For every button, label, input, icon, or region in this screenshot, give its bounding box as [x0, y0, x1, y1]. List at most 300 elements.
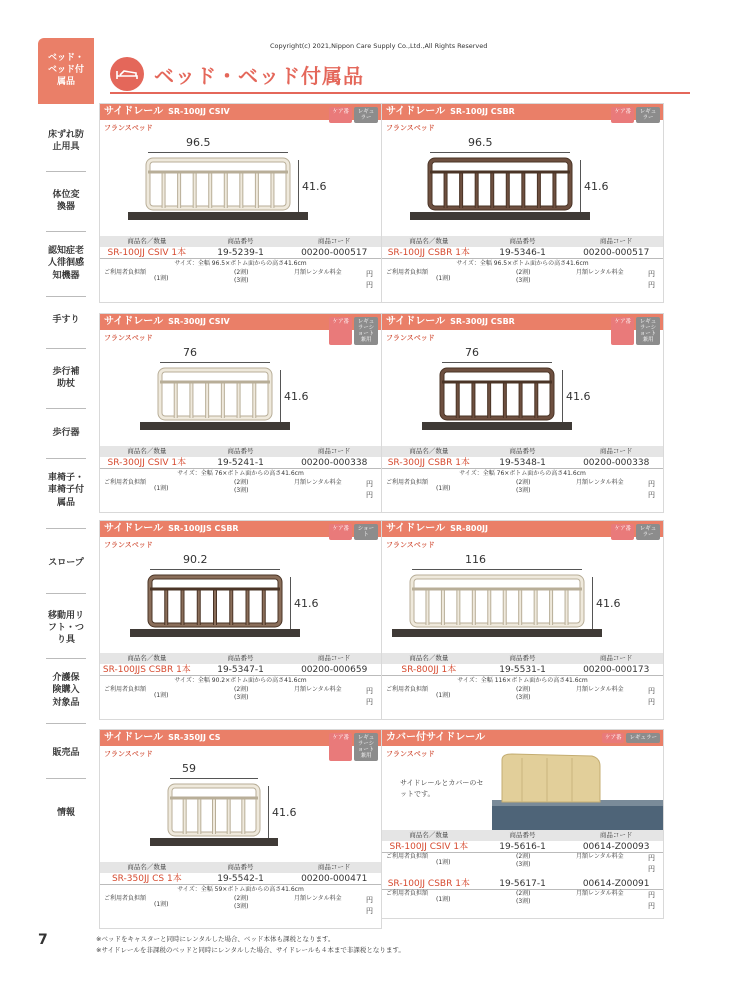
width-dimension-line — [412, 569, 582, 570]
side-rail-image — [382, 132, 663, 234]
category-sidebar — [38, 38, 94, 818]
sidebar-label: 体位変換器 — [52, 189, 80, 212]
product-number: 19-5347-1 — [217, 665, 264, 675]
height-dimension: 41.6 — [596, 597, 621, 610]
footnote-2: ※サイドレールを非課税のベッドと同時にレンタルした場合、サイドレールも４本まで非課税となります。 — [96, 946, 405, 954]
rail-drawing — [422, 366, 572, 438]
product-card — [99, 313, 382, 513]
rail-frame — [412, 577, 582, 625]
yen-2: 円 — [366, 698, 373, 706]
size-text: サイズ：全幅 96.5×ボトム面からの高さ41.6cm — [174, 260, 307, 267]
price-row — [100, 479, 381, 501]
product-card — [381, 520, 664, 720]
sidebar-label: 移動用リフト・つり具 — [47, 610, 84, 646]
bed-base — [130, 629, 300, 637]
col-name: 商品名／数量 — [409, 654, 449, 662]
yen-labels — [648, 269, 655, 291]
sidebar-item-2[interactable] — [38, 176, 94, 226]
card-model: SR-300JJ CSBR — [450, 317, 515, 326]
badge-group — [329, 733, 378, 761]
ratio-1: (1割) — [154, 901, 169, 908]
product-code: 00200-000471 — [301, 874, 368, 884]
col-num: 商品番号 — [509, 831, 536, 839]
rail-frame — [430, 160, 570, 208]
yen-labels — [366, 269, 373, 291]
rail-drawing — [130, 573, 300, 645]
badge-group — [329, 107, 378, 123]
type-badge: ショート — [354, 524, 378, 540]
sidebar-label: 車椅子・車椅子付属品 — [47, 473, 84, 508]
user-cost-label: ご利用者負担額 — [104, 686, 147, 693]
rail-frame — [412, 577, 582, 625]
monthly-label: 月額レンタル料金 — [576, 890, 624, 897]
width-dimension-line — [148, 152, 288, 153]
user-cost-label: ご利用者負担額 — [104, 895, 147, 902]
copyright: Copyright(c) 2021,Nippon Care Supply Co.,Ltd.,All Rights Reserved — [270, 42, 488, 50]
footnotes — [96, 934, 405, 956]
product-name: SR-100JJ CSIV 1本 — [389, 842, 469, 852]
ratio-3: (3割) — [234, 277, 249, 285]
yen-labels — [648, 890, 655, 912]
table-row — [100, 664, 381, 676]
side-rail-image — [100, 758, 381, 860]
ratio-1: (1割) — [154, 692, 169, 699]
col-code: 商品コード — [317, 447, 351, 455]
ratio-2: (2割) — [516, 269, 531, 276]
brand-label: フランスベッド — [386, 334, 435, 342]
price-row — [100, 686, 381, 708]
size-text: サイズ：全幅 96.5×ボトム面からの高さ41.6cm — [456, 260, 589, 267]
table-row — [382, 247, 663, 259]
product-card — [99, 520, 382, 720]
width-dimension-line — [430, 152, 570, 153]
price-table — [382, 653, 663, 708]
user-cost-label: ご利用者負担額 — [104, 269, 147, 276]
width-dimension: 90.2 — [183, 553, 208, 566]
side-rail-image — [382, 549, 663, 651]
ratio-2: (2割) — [234, 895, 249, 902]
product-number: 19-5542-1 — [217, 874, 264, 884]
col-name: 商品名／数量 — [409, 447, 449, 455]
ratio-2: (2割) — [234, 479, 249, 486]
card-title: サイドレール — [104, 732, 164, 743]
ratio-3: (3割) — [234, 903, 249, 911]
width-dimension-line — [442, 362, 552, 363]
height-dimension: 41.6 — [584, 180, 609, 193]
bed-base — [140, 422, 290, 430]
card-title: サイドレール — [104, 523, 164, 534]
bed-base — [392, 629, 602, 637]
product-code: 00200-000517 — [583, 248, 650, 258]
card-model: SR-350JJ CS — [168, 733, 221, 742]
product-name: SR-350JJ CS 1本 — [111, 874, 182, 884]
ratio-2: (2割) — [234, 269, 249, 276]
sidebar-label: 歩行器 — [52, 427, 80, 438]
type-badge: レギュラーショート兼用 — [354, 317, 378, 345]
card-model: SR-100JJ CSIV — [168, 107, 230, 116]
sidebar-active-label: ベッド・ベッド付属品 — [47, 53, 84, 87]
price-table-2 — [382, 878, 663, 912]
card-title: サイドレール — [104, 106, 164, 117]
yen-2: 円 — [366, 907, 373, 915]
card-model: SR-100JJS CSBR — [168, 524, 239, 533]
col-num: 商品番号 — [509, 237, 536, 245]
price-table — [100, 236, 381, 291]
sidebar-item-1[interactable] — [38, 116, 94, 166]
product-code: 00200-000338 — [583, 458, 650, 468]
care-badge: ケア番 — [329, 524, 352, 540]
cover-rail-image — [492, 752, 663, 830]
ratio-1: (1割) — [436, 275, 451, 282]
table-row — [100, 873, 381, 885]
price-row — [382, 269, 663, 291]
badge-group — [611, 317, 660, 345]
ratio-1: (1割) — [436, 859, 451, 866]
bed-base — [150, 838, 278, 846]
product-card-cover — [381, 729, 664, 919]
yen-labels — [648, 479, 655, 501]
badge-group — [611, 107, 660, 123]
ratio-3: (3割) — [516, 694, 531, 702]
width-dimension: 96.5 — [468, 136, 493, 149]
rail-drawing — [150, 782, 278, 854]
ratio-1: (1割) — [436, 692, 451, 699]
monthly-label: 月額レンタル料金 — [294, 269, 342, 276]
table-row — [100, 247, 381, 259]
product-number: 19-5239-1 — [217, 248, 264, 258]
height-dimension: 41.6 — [284, 390, 309, 403]
col-code: 商品コード — [317, 863, 351, 871]
card-title: サイドレール — [104, 316, 164, 327]
rail-drawing — [410, 156, 590, 228]
sidebar-item-7[interactable] — [38, 463, 94, 518]
price-row — [382, 890, 663, 912]
type-badge: レギュラー — [354, 107, 378, 123]
ratio-1: (1割) — [436, 896, 451, 903]
header-underline — [110, 92, 690, 94]
width-dimension-line — [160, 362, 270, 363]
rail-drawing — [128, 156, 308, 228]
yen-2: 円 — [648, 698, 655, 706]
width-dimension: 59 — [182, 762, 196, 775]
product-card — [99, 729, 382, 929]
product-code: 00614-Z00091 — [582, 879, 650, 889]
table-row — [382, 841, 663, 853]
badge-group — [611, 524, 660, 540]
sidebar-label: 歩行補助杖 — [52, 366, 80, 389]
ratio-3: (3割) — [234, 694, 249, 702]
product-card — [381, 313, 664, 513]
rail-drawing — [140, 366, 290, 438]
price-table — [100, 653, 381, 708]
user-cost-label: ご利用者負担額 — [104, 479, 147, 486]
size-text: サイズ：全幅 76×ボトム面からの高さ41.6cm — [459, 470, 586, 477]
care-badge: ケア番 — [329, 107, 352, 123]
yen-1: 円 — [648, 687, 655, 695]
card-model: SR-100JJ CSBR — [450, 107, 515, 116]
ratio-2: (2割) — [516, 853, 531, 860]
product-number: 19-5617-1 — [499, 879, 546, 889]
table-header — [382, 236, 663, 247]
care-badge: ケア番 — [329, 733, 352, 761]
width-dimension-line — [150, 569, 280, 570]
user-cost-label: ご利用者負担額 — [386, 686, 429, 693]
bed-base — [422, 422, 572, 430]
product-number: 19-5348-1 — [499, 458, 546, 468]
yen-1: 円 — [366, 480, 373, 488]
col-num: 商品番号 — [509, 654, 536, 662]
height-dimension: 41.6 — [272, 806, 297, 819]
side-rail-image — [100, 132, 381, 234]
product-number: 19-5616-1 — [499, 842, 546, 852]
ratio-2: (2割) — [516, 890, 531, 897]
table-row — [382, 457, 663, 469]
page-title: ベッド・ベッド付属品 — [154, 63, 364, 88]
yen-1: 円 — [366, 687, 373, 695]
rail-frame — [148, 160, 288, 208]
type-badge: レギュラーショート兼用 — [636, 317, 660, 345]
price-table — [382, 236, 663, 291]
user-cost-label: ご利用者負担額 — [386, 853, 429, 860]
ratio-3: (3割) — [516, 277, 531, 285]
yen-1: 円 — [366, 896, 373, 904]
brand-label: フランスベッド — [104, 541, 153, 549]
yen-1: 円 — [366, 270, 373, 278]
rail-frame — [430, 160, 570, 208]
brand-label: フランスベッド — [386, 750, 435, 758]
section-header — [110, 56, 364, 92]
price-table — [382, 446, 663, 501]
card-title: カバー付サイドレール — [386, 732, 486, 743]
product-description: サイドレールとカバーのセットです。 — [400, 779, 484, 798]
yen-labels — [366, 895, 373, 917]
col-num: 商品番号 — [227, 863, 254, 871]
product-name: SR-300JJ CSIV 1本 — [107, 458, 187, 468]
table-header — [100, 862, 381, 873]
table-header — [382, 830, 663, 841]
product-number: 19-5346-1 — [499, 248, 546, 258]
ratio-2: (2割) — [234, 686, 249, 693]
ratio-2: (2割) — [516, 686, 531, 693]
yen-1: 円 — [648, 270, 655, 278]
product-name: SR-100JJ CSIV 1本 — [107, 248, 187, 258]
sidebar-item-6[interactable] — [38, 418, 94, 448]
monthly-label: 月額レンタル料金 — [576, 853, 624, 860]
yen-2: 円 — [648, 491, 655, 499]
size-text: サイズ：全幅 76×ボトム面からの高さ41.6cm — [177, 470, 304, 477]
sidebar-label: スロープ — [48, 557, 84, 568]
badge-group — [329, 317, 378, 345]
width-dimension: 116 — [465, 553, 486, 566]
sidebar-item-bed[interactable] — [38, 38, 94, 104]
ratio-1: (1割) — [154, 275, 169, 282]
brand-label: フランスベッド — [386, 541, 435, 549]
col-name: 商品名／数量 — [127, 237, 167, 245]
table-header — [100, 446, 381, 457]
regular-badge: レギュラー — [626, 733, 660, 743]
table-row — [100, 457, 381, 469]
ratio-1: (1割) — [154, 485, 169, 492]
sidebar-label: 情報 — [56, 807, 75, 818]
yen-1: 円 — [648, 480, 655, 488]
sidebar-item-10[interactable] — [38, 663, 94, 718]
sidebar-item-5[interactable] — [38, 353, 94, 403]
type-badge: レギュラー — [636, 524, 660, 540]
price-row — [382, 479, 663, 501]
col-code: 商品コード — [317, 654, 351, 662]
yen-labels — [648, 853, 655, 875]
yen-labels — [366, 686, 373, 708]
card-model: SR-800JJ — [450, 524, 489, 533]
ratio-3: (3割) — [516, 861, 531, 869]
table-header — [382, 446, 663, 457]
col-code: 商品コード — [599, 654, 633, 662]
col-num: 商品番号 — [227, 447, 254, 455]
col-name: 商品名／数量 — [127, 654, 167, 662]
page-number: 7 — [38, 932, 48, 948]
brand-label: フランスベッド — [386, 124, 435, 132]
product-code: 00200-000659 — [301, 665, 368, 675]
yen-2: 円 — [648, 902, 655, 910]
col-code: 商品コード — [317, 237, 351, 245]
care-badge: ケア番 — [602, 733, 625, 743]
monthly-label: 月額レンタル料金 — [576, 686, 624, 693]
col-code: 商品コード — [599, 237, 633, 245]
brand-label: フランスベッド — [104, 334, 153, 342]
sidebar-item-11[interactable] — [38, 738, 94, 768]
product-code: 00200-000173 — [583, 665, 650, 675]
yen-2: 円 — [366, 491, 373, 499]
table-header — [382, 653, 663, 664]
bed-base — [128, 212, 308, 220]
price-row — [382, 853, 663, 875]
size-text: サイズ：全幅 59×ボトム面からの高さ41.6cm — [177, 886, 304, 893]
col-code: 商品コード — [599, 831, 633, 839]
footnote-1: ※ベッドをキャスターと同時にレンタルした場合、ベッド本体も課税となります。 — [96, 935, 335, 943]
rail-frame — [148, 160, 288, 208]
col-num: 商品番号 — [227, 654, 254, 662]
table-row — [382, 878, 663, 890]
price-row — [100, 269, 381, 291]
col-name: 商品名／数量 — [409, 831, 449, 839]
care-badge: ケア番 — [611, 524, 634, 540]
table-header — [100, 653, 381, 664]
product-name: SR-100JJS CSBR 1本 — [102, 665, 191, 675]
bed-base — [410, 212, 590, 220]
product-code: 00200-000338 — [301, 458, 368, 468]
monthly-label: 月額レンタル料金 — [294, 895, 342, 902]
monthly-label: 月額レンタル料金 — [576, 269, 624, 276]
card-title: サイドレール — [386, 316, 446, 327]
price-table — [100, 862, 381, 917]
size-text: サイズ：全幅 116×ボトム面からの高さ41.6cm — [457, 677, 588, 684]
size-text: サイズ：全幅 90.2×ボトム面からの高さ41.6cm — [174, 677, 307, 684]
col-num: 商品番号 — [227, 237, 254, 245]
product-name: SR-800JJ 1本 — [401, 665, 457, 675]
height-dimension: 41.6 — [302, 180, 327, 193]
yen-2: 円 — [648, 281, 655, 289]
product-name: SR-100JJ CSBR 1本 — [387, 879, 470, 889]
badge-group — [602, 733, 660, 743]
sidebar-item-8[interactable] — [38, 548, 94, 578]
yen-1: 円 — [648, 854, 655, 862]
sidebar-label: 販売品 — [52, 747, 80, 758]
ratio-3: (3割) — [516, 898, 531, 906]
sidebar-item-12[interactable] — [38, 798, 94, 828]
ratio-2: (2割) — [516, 479, 531, 486]
sidebar-item-4[interactable] — [38, 308, 94, 332]
sidebar-label: 介護保険購入対象品 — [52, 673, 80, 708]
care-badge: ケア番 — [611, 107, 634, 123]
brand-label: フランスベッド — [104, 750, 153, 758]
col-name: 商品名／数量 — [127, 447, 167, 455]
type-badge: レギュラー — [636, 107, 660, 123]
price-table — [100, 446, 381, 501]
yen-labels — [366, 479, 373, 501]
table-row — [382, 664, 663, 676]
card-title: サイドレール — [386, 106, 446, 117]
monthly-label: 月額レンタル料金 — [294, 686, 342, 693]
col-num: 商品番号 — [509, 447, 536, 455]
user-cost-label: ご利用者負担額 — [386, 890, 429, 897]
col-name: 商品名／数量 — [409, 237, 449, 245]
col-name: 商品名／数量 — [127, 863, 167, 871]
ratio-3: (3割) — [234, 487, 249, 495]
side-rail-image — [100, 342, 381, 444]
brand-label: フランスベッド — [104, 124, 153, 132]
type-badge: レギュラーショート兼用 — [354, 733, 378, 761]
yen-2: 円 — [366, 281, 373, 289]
rail-drawing — [392, 573, 602, 645]
ratio-1: (1割) — [436, 485, 451, 492]
user-cost-label: ご利用者負担額 — [386, 269, 429, 276]
side-rail-image — [100, 549, 381, 651]
width-dimension: 76 — [183, 346, 197, 359]
price-row — [382, 686, 663, 708]
width-dimension: 96.5 — [186, 136, 211, 149]
card-model: SR-300JJ CSIV — [168, 317, 230, 326]
width-dimension: 76 — [465, 346, 479, 359]
ratio-3: (3割) — [516, 487, 531, 495]
product-name: SR-300JJ CSBR 1本 — [387, 458, 470, 468]
yen-1: 円 — [648, 891, 655, 899]
yen-labels — [648, 686, 655, 708]
price-row — [100, 895, 381, 917]
bed-icon — [110, 57, 144, 91]
col-code: 商品コード — [599, 447, 633, 455]
monthly-label: 月額レンタル料金 — [576, 479, 624, 486]
card-title: サイドレール — [386, 523, 446, 534]
sidebar-item-9[interactable] — [38, 603, 94, 653]
monthly-label: 月額レンタル料金 — [294, 479, 342, 486]
care-badge: ケア番 — [611, 317, 634, 345]
sidebar-label: 手すり — [52, 314, 80, 325]
table-header — [100, 236, 381, 247]
price-table-1 — [382, 830, 663, 875]
product-number: 19-5241-1 — [217, 458, 264, 468]
product-code: 00614-Z00093 — [582, 842, 650, 852]
height-dimension: 41.6 — [566, 390, 591, 403]
sidebar-label: 認知症老人徘徊感知機器 — [47, 246, 84, 281]
side-rail-image — [382, 342, 663, 444]
height-dimension: 41.6 — [294, 597, 319, 610]
product-name: SR-100JJ CSBR 1本 — [387, 248, 470, 258]
sidebar-label: 床ずれ防止用具 — [47, 129, 84, 152]
product-number: 19-5531-1 — [499, 665, 546, 675]
sidebar-item-3[interactable] — [38, 236, 94, 291]
user-cost-label: ご利用者負担額 — [386, 479, 429, 486]
badge-group — [329, 524, 378, 540]
